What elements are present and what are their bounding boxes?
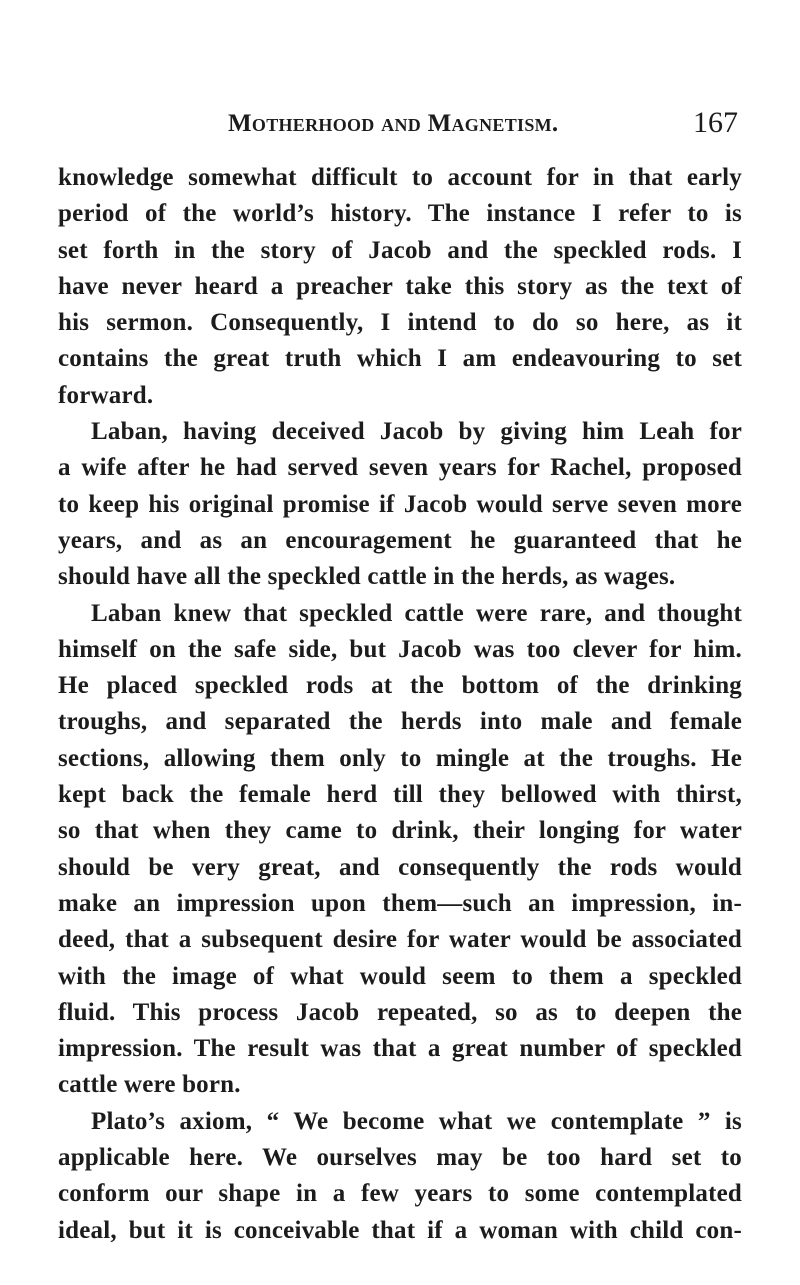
- text-line: sections, allowing them only to mingle at the troughs. He: [58, 744, 742, 772]
- text-line: knowledge somewhat difficult to account for in that early: [58, 164, 742, 191]
- text-line: deed, that a subsequent desire for water would be associated: [58, 926, 742, 954]
- text-line: Plato’s axiom, “ We become what we contemplate ” is: [91, 1107, 742, 1135]
- text-line: set forth in the story of Jacob and the speckled rods. I: [58, 236, 742, 264]
- text-line: impression. The result was that a great number of speckled: [58, 1035, 742, 1063]
- body-text: [58, 160, 742, 1249]
- running-title: Motherhood and Magnetism.: [228, 110, 559, 137]
- text-line: should have all the speckled cattle in the herds, as wages.: [58, 563, 676, 591]
- text-line: should be very great, and consequently the rods would: [58, 853, 742, 881]
- text-line: years, and as an encouragement he guaranteed that he: [58, 526, 742, 554]
- text-line: ideal, but it is conceivable that if a woman with child con-: [58, 1216, 742, 1244]
- text-line: contains the great truth which I am endeavouring to set: [58, 345, 742, 373]
- text-line: to keep his original promise if Jacob would serve seven more: [58, 490, 742, 518]
- running-head: [228, 106, 738, 146]
- text-line: Laban knew that speckled cattle were rare, and thought: [91, 599, 742, 627]
- text-line: so that when they came to drink, their longing for water: [58, 817, 742, 845]
- text-line: forward.: [58, 381, 154, 409]
- text-line: kept back the female herd till they bellowed with thirst,: [58, 781, 742, 809]
- text-line: applicable here. We ourselves may be too hard set to: [58, 1144, 742, 1172]
- text-line: fluid. This process Jacob repeated, so as to deepen the: [58, 998, 742, 1026]
- text-line: himself on the safe side, but Jacob was too clever for him.: [58, 635, 742, 663]
- text-line: have never heard a preacher take this story as the text of: [58, 272, 742, 300]
- text-line: make an impression upon them—such an impression, in-: [58, 889, 742, 917]
- page-number: 167: [693, 106, 738, 139]
- text-line: cattle were born.: [58, 1071, 241, 1099]
- text-line: with the image of what would seem to them a speckled: [58, 962, 742, 990]
- text-line: conform our shape in a few years to some contemplated: [58, 1180, 742, 1208]
- text-line: his sermon. Consequently, I intend to do so here, as it: [58, 309, 742, 337]
- paragraph: [58, 414, 742, 595]
- text-line: a wife after he had served seven years for Rachel, proposed: [58, 454, 742, 482]
- paragraph: [58, 160, 742, 414]
- paragraph: [58, 1104, 742, 1249]
- text-line: He placed speckled rods at the bottom of the drinking: [58, 672, 742, 700]
- text-line: troughs, and separated the herds into male and female: [58, 708, 742, 736]
- text-line: Laban, having deceived Jacob by giving him Leah for: [91, 418, 742, 446]
- text-line: period of the world’s history. The instance I refer to is: [58, 200, 742, 228]
- paragraph: [58, 596, 742, 1104]
